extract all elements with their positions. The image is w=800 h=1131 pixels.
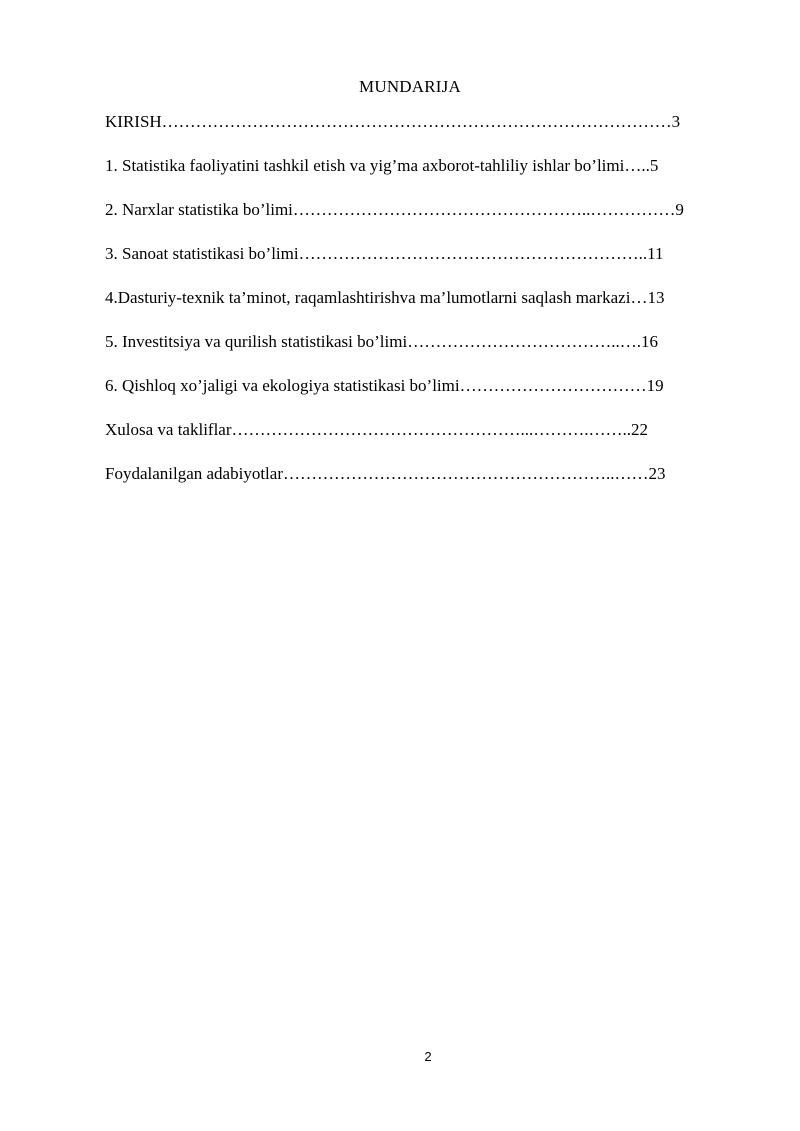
toc-entry-section-6: 6. Qishloq xo’jaligi va ekologiya statistikasi bo’limi……………………………19 <box>105 376 664 395</box>
toc-list <box>105 112 725 508</box>
toc-entry-kirish: KIRISH………………………………………………………………………………3 <box>105 112 681 131</box>
toc-entry-section-3: 3. Sanoat statistikasi bo’limi……………………………………………………..11 <box>105 244 664 263</box>
toc-entry-section-5: 5. Investitsiya va qurilish statistikasi bo’limi………………………………..….16 <box>105 332 658 351</box>
toc-entry-references: Foydalanilgan adabiyotlar…………………………………………………..……23 <box>105 464 666 483</box>
toc-entry-conclusion: Xulosa va takliflar……………………………………………...……….……..22 <box>105 420 649 439</box>
toc-title: MUNDARIJA <box>359 77 461 96</box>
toc-entry-section-2: 2. Narxlar statistika bo’limi……………………………………………..……………9 <box>105 200 684 219</box>
toc-entry-section-1: 1. Statistika faoliyatini tashkil etish va yig’ma axborot-tahliliy ishlar bo’limi…..5 <box>105 156 659 175</box>
toc-entry-section-4: 4.Dasturiy-texnik ta’minot, raqamlashtirishva ma’lumotlarni saqlash markazi…13 <box>105 288 665 307</box>
page-number: 2 <box>424 1049 432 1064</box>
